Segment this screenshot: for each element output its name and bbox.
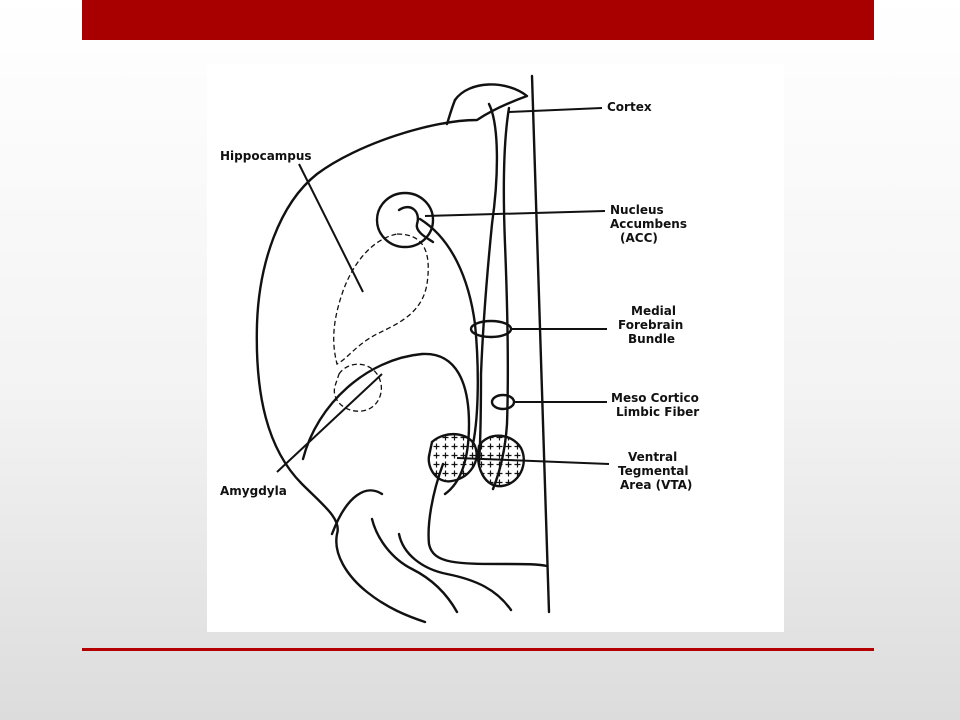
label-cortex: Cortex [607, 100, 652, 114]
amygdala-dashed-outline [334, 364, 381, 411]
brain-outline [257, 84, 527, 622]
label-nucleus-accumbens: Nucleus Accumbens (ACC) [610, 203, 687, 245]
medial-forebrain-bundle-ellipse [471, 321, 511, 337]
hippocampus-dashed-outline [334, 234, 429, 364]
leader-hippocampus [299, 164, 363, 292]
midline [532, 76, 549, 612]
title-bar [82, 0, 874, 40]
brain-reward-pathway-diagram [207, 64, 784, 632]
leader-cortex [509, 108, 602, 112]
label-medial-forebrain-bundle: Medial Forebrain Bundle [618, 304, 684, 346]
bottom-divider-line [82, 648, 874, 651]
leader-nucleus-accumbens [425, 211, 605, 216]
brainstem-line-3 [372, 519, 457, 612]
meso-cortico-limbic-ellipse [492, 395, 514, 409]
cortex-fiber-left [479, 104, 497, 464]
cortex-fiber-right [493, 108, 509, 489]
nucleus-accumbens-circle [377, 193, 433, 247]
label-meso-cortico-limbic-fiber: Meso Cortico Limbic Fiber [611, 391, 700, 419]
label-amygdyla: Amygdyla [220, 484, 287, 498]
diagram-canvas [207, 64, 784, 632]
label-hippocampus: Hippocampus [220, 149, 312, 163]
leader-amygdyla [277, 374, 382, 472]
label-ventral-tegmental-area: Ventral Tegmental Area (VTA) [618, 450, 693, 492]
